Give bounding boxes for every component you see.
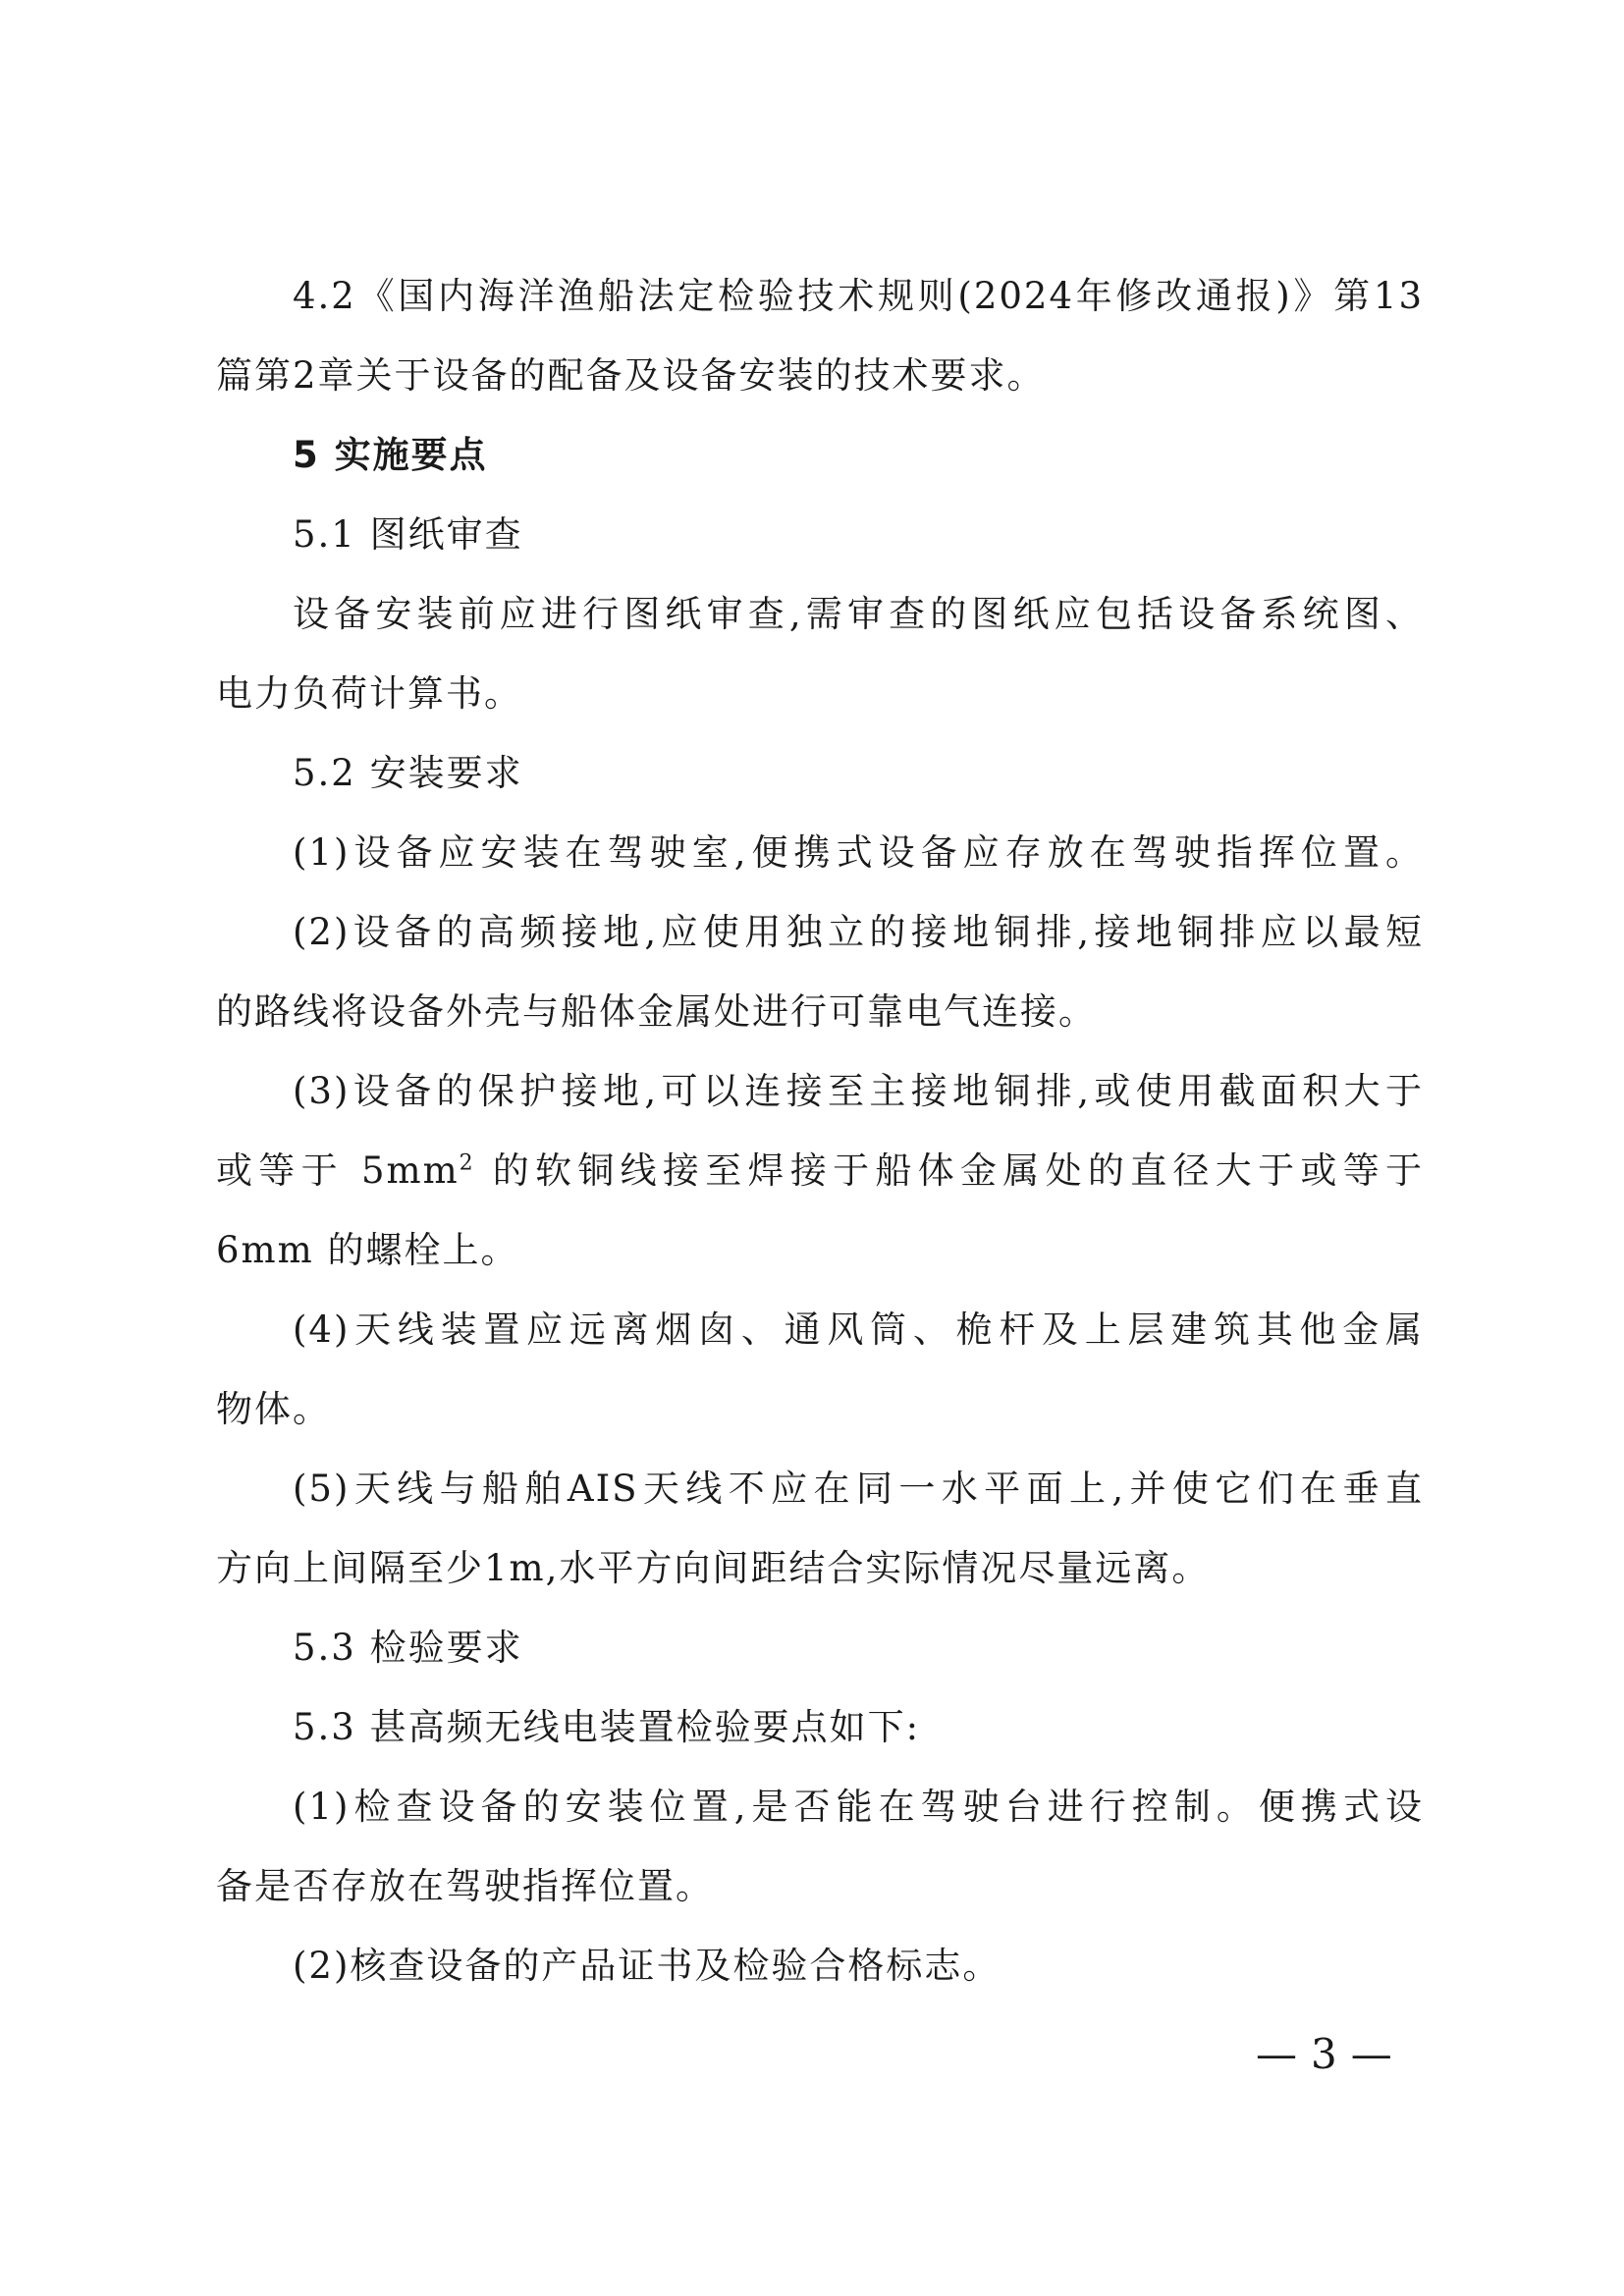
item-5-line-2: 方向上间隔至少1m,水平方向间距结合实际情况尽量远离。	[216, 1547, 1211, 1589]
page-number-dash-left: —	[1256, 2030, 1297, 2078]
item-3-line-3: 6mm 的螺栓上。	[216, 1229, 519, 1271]
paragraph-4-2-line-2: 篇第2章关于设备的配备及设备安装的技术要求。	[216, 354, 1046, 397]
item-3-line-2	[216, 1148, 1424, 1195]
paragraph-4-2-line-1: 4.2《国内海洋渔船法定检验技术规则(2024年修改通报)》第13	[293, 275, 1424, 317]
item-1-line-1: (1)设备应安装在驾驶室,便携式设备应存放在驾驶指挥位置。	[293, 831, 1424, 874]
check-item-1-line-1: (1)检查设备的安装位置,是否能在驾驶台进行控制。便携式设	[293, 1786, 1424, 1828]
item-3-line-2-end: 的软铜线接至焊接于船体金属处的直径大于或等于	[492, 1149, 1424, 1192]
page-number	[1242, 2030, 1406, 2079]
check-item-1-line-2: 备是否存放在驾驶指挥位置。	[216, 1865, 714, 1907]
superscript-2: 2	[459, 1150, 475, 1176]
item-3-line-2-start: 或等于 5mm	[216, 1149, 460, 1192]
item-2-line-1: (2)设备的高频接地,应使用独立的接地铜排,接地铜排应以最短	[293, 911, 1424, 953]
item-4-line-2: 物体。	[216, 1388, 331, 1430]
paragraph-5-1-line-1: 设备安装前应进行图纸审查,需审查的图纸应包括设备系统图、	[293, 593, 1424, 635]
item-4-line-1: (4)天线装置应远离烟囱、通风筒、桅杆及上层建筑其他金属	[293, 1308, 1424, 1351]
check-item-2-line-1: (2)核查设备的产品证书及检验合格标志。	[293, 1945, 1001, 1987]
paragraph-5-1-line-2: 电力负荷计算书。	[216, 672, 522, 715]
section-heading-5-1: 5.1 图纸审查	[293, 513, 523, 556]
item-2-line-2: 的路线将设备外壳与船体金属处进行可靠电气连接。	[216, 990, 1097, 1033]
section-heading-5-3: 5.3 检验要求	[293, 1627, 523, 1669]
item-5-line-1: (5)天线与船舶AIS天线不应在同一水平面上,并使它们在垂直	[293, 1468, 1424, 1510]
section-heading-5: 5 实施要点	[293, 434, 488, 476]
item-3-line-1: (3)设备的保护接地,可以连接至主接地铜排,或使用截面积大于	[293, 1070, 1424, 1112]
page-number-value: 3	[1311, 2030, 1337, 2078]
section-heading-5-2: 5.2 安装要求	[293, 752, 523, 794]
paragraph-5-3-intro: 5.3 甚高频无线电装置检验要点如下:	[293, 1706, 921, 1748]
page-number-dash-right: —	[1350, 2030, 1392, 2078]
